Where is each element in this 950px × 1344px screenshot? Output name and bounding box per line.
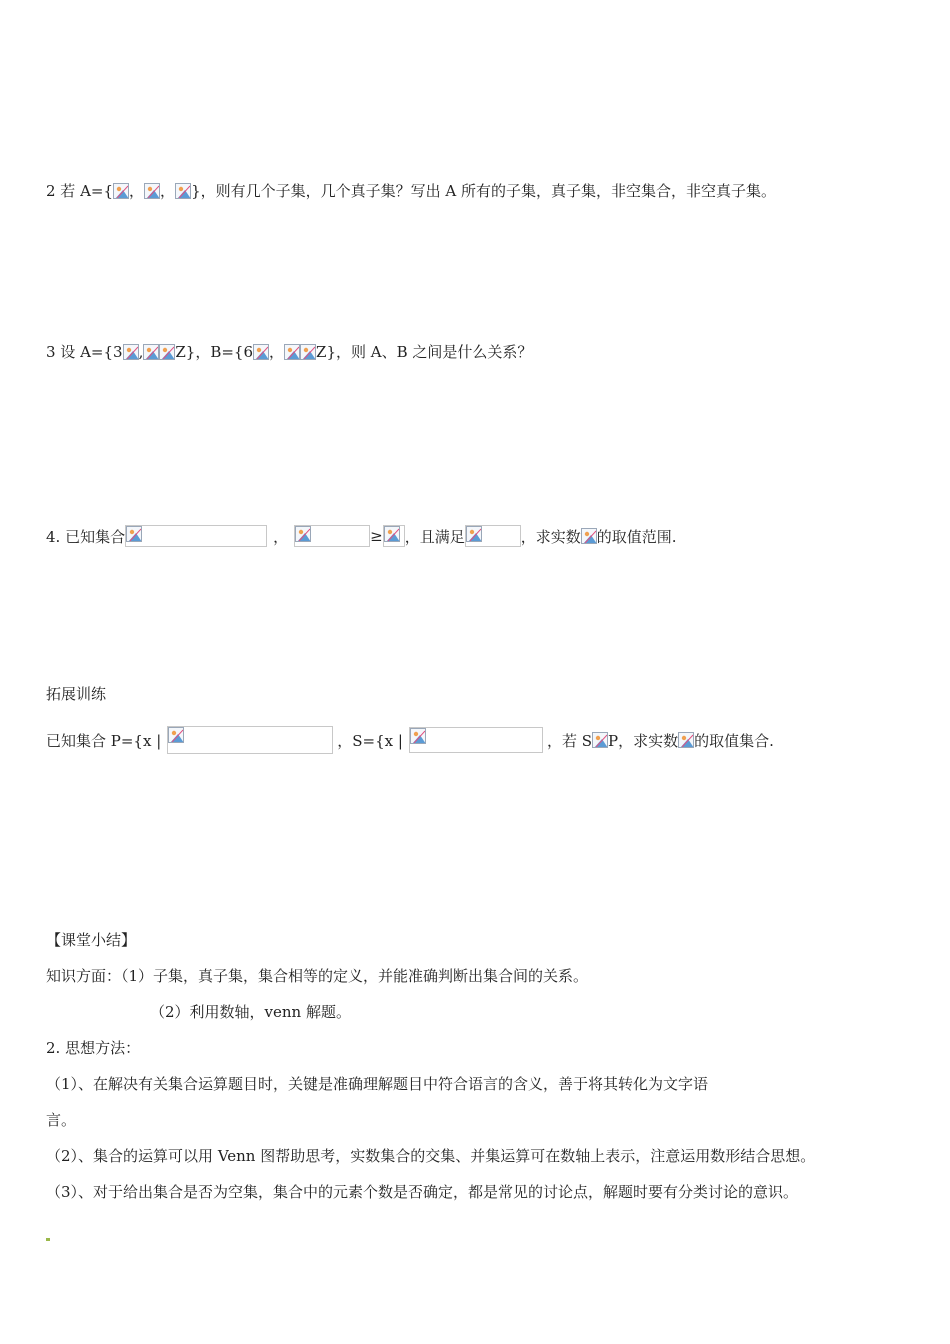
summary-heading (46, 929, 136, 950)
extension-heading (46, 683, 106, 704)
ext-text-2: ，S={x | (337, 731, 403, 750)
q4-text-4: ，且满足 (404, 527, 465, 546)
ext-text-3: ，若 S (546, 731, 592, 750)
question-4 (46, 525, 677, 547)
q3-text-2: , (138, 342, 144, 361)
q4-text-3: ≥ (370, 527, 383, 545)
summary-method-heading (46, 1037, 140, 1058)
summary-method-1-cont-text: 言。 (46, 1111, 77, 1129)
q2-text-3: ， (160, 182, 176, 200)
broken-image-icon (410, 728, 426, 744)
formula-image-frame (465, 525, 521, 547)
broken-image-icon (113, 183, 129, 199)
summary-method-3 (46, 1181, 798, 1202)
broken-image-icon (295, 526, 311, 542)
q2-text-2: ， (129, 182, 145, 200)
summary-knowledge-2 (150, 1001, 351, 1022)
summary-method-1-text: （1）、在解决有关集合运算题目时，关键是准确理解题目中符合语言的含义，善于将其转化为文字语 (46, 1075, 709, 1093)
summary-method-2-text: （2）、集合的运算可以用 Venn 图帮助思考，实数集合的交集、并集运算可在数轴上表示，注意运用数形结合思想。 (46, 1147, 816, 1165)
summary-method-2 (46, 1145, 815, 1166)
broken-image-icon (253, 344, 269, 360)
q2-text-1: 2 若 A={ (46, 182, 114, 200)
q2-text-4: }，则有几个子集，几个真子集？写出 A 所有的子集，真子集，非空集合，非空真子集。 (191, 182, 776, 200)
summary-method-1-cont (46, 1109, 76, 1130)
broken-image-icon (592, 732, 608, 748)
q4-text-2: ， (273, 527, 289, 546)
summary-method-3-text: （3）、对于给出集合是否为空集，集合中的元素个数是否确定，都是常见的讨论点，解题时要有分类讨论的意识。 (46, 1183, 799, 1201)
broken-image-icon (284, 344, 300, 360)
summary-heading-text: 【课堂小结】 (46, 931, 137, 949)
q3-text-4: ， (269, 343, 285, 361)
broken-image-icon (144, 183, 160, 199)
ext-text-5: 的取值集合. (694, 731, 774, 750)
broken-image-icon (143, 344, 159, 360)
q3-text-3: Z}，B={6 (175, 343, 254, 361)
question-3 (46, 341, 532, 362)
summary-knowledge-2-text: （2）利用数轴，venn 解题。 (150, 1003, 351, 1021)
broken-image-icon (581, 528, 597, 544)
summary-knowledge-1-text: 知识方面：（1）子集，真子集，集合相等的定义，并能准确判断出集合间的关系。 (46, 967, 589, 985)
q3-text-1: 3 设 A={3 (46, 343, 123, 361)
ext-text-4: P，求实数 (607, 731, 679, 750)
q4-text-5: ，求实数 (520, 527, 581, 546)
q4-text-6: 的取值范围. (596, 527, 677, 546)
formula-image-frame (409, 727, 543, 753)
formula-image-frame (167, 726, 333, 754)
q3-text-5: Z}，则 A、B 之间是什么关系？ (316, 343, 533, 361)
extension-question (46, 726, 774, 754)
extension-heading-text: 拓展训练 (46, 685, 107, 703)
page-marker (46, 1238, 50, 1241)
summary-method-heading-text: 2. 思想方法： (46, 1039, 141, 1057)
formula-image-frame (125, 525, 267, 547)
broken-image-icon (126, 526, 142, 542)
q4-text-1: 4. 已知集合 (46, 527, 126, 546)
formula-image-frame (294, 525, 370, 547)
formula-image-frame (383, 525, 405, 547)
broken-image-icon (300, 344, 316, 360)
question-2 (46, 180, 776, 201)
broken-image-icon (159, 344, 175, 360)
summary-method-1 (46, 1073, 708, 1094)
broken-image-icon (384, 526, 400, 542)
broken-image-icon (466, 526, 482, 542)
broken-image-icon (678, 732, 694, 748)
ext-text-1: 已知集合 P={x | (46, 731, 162, 750)
broken-image-icon (175, 183, 191, 199)
broken-image-icon (168, 727, 184, 743)
broken-image-icon (123, 344, 139, 360)
summary-knowledge-1 (46, 965, 588, 986)
